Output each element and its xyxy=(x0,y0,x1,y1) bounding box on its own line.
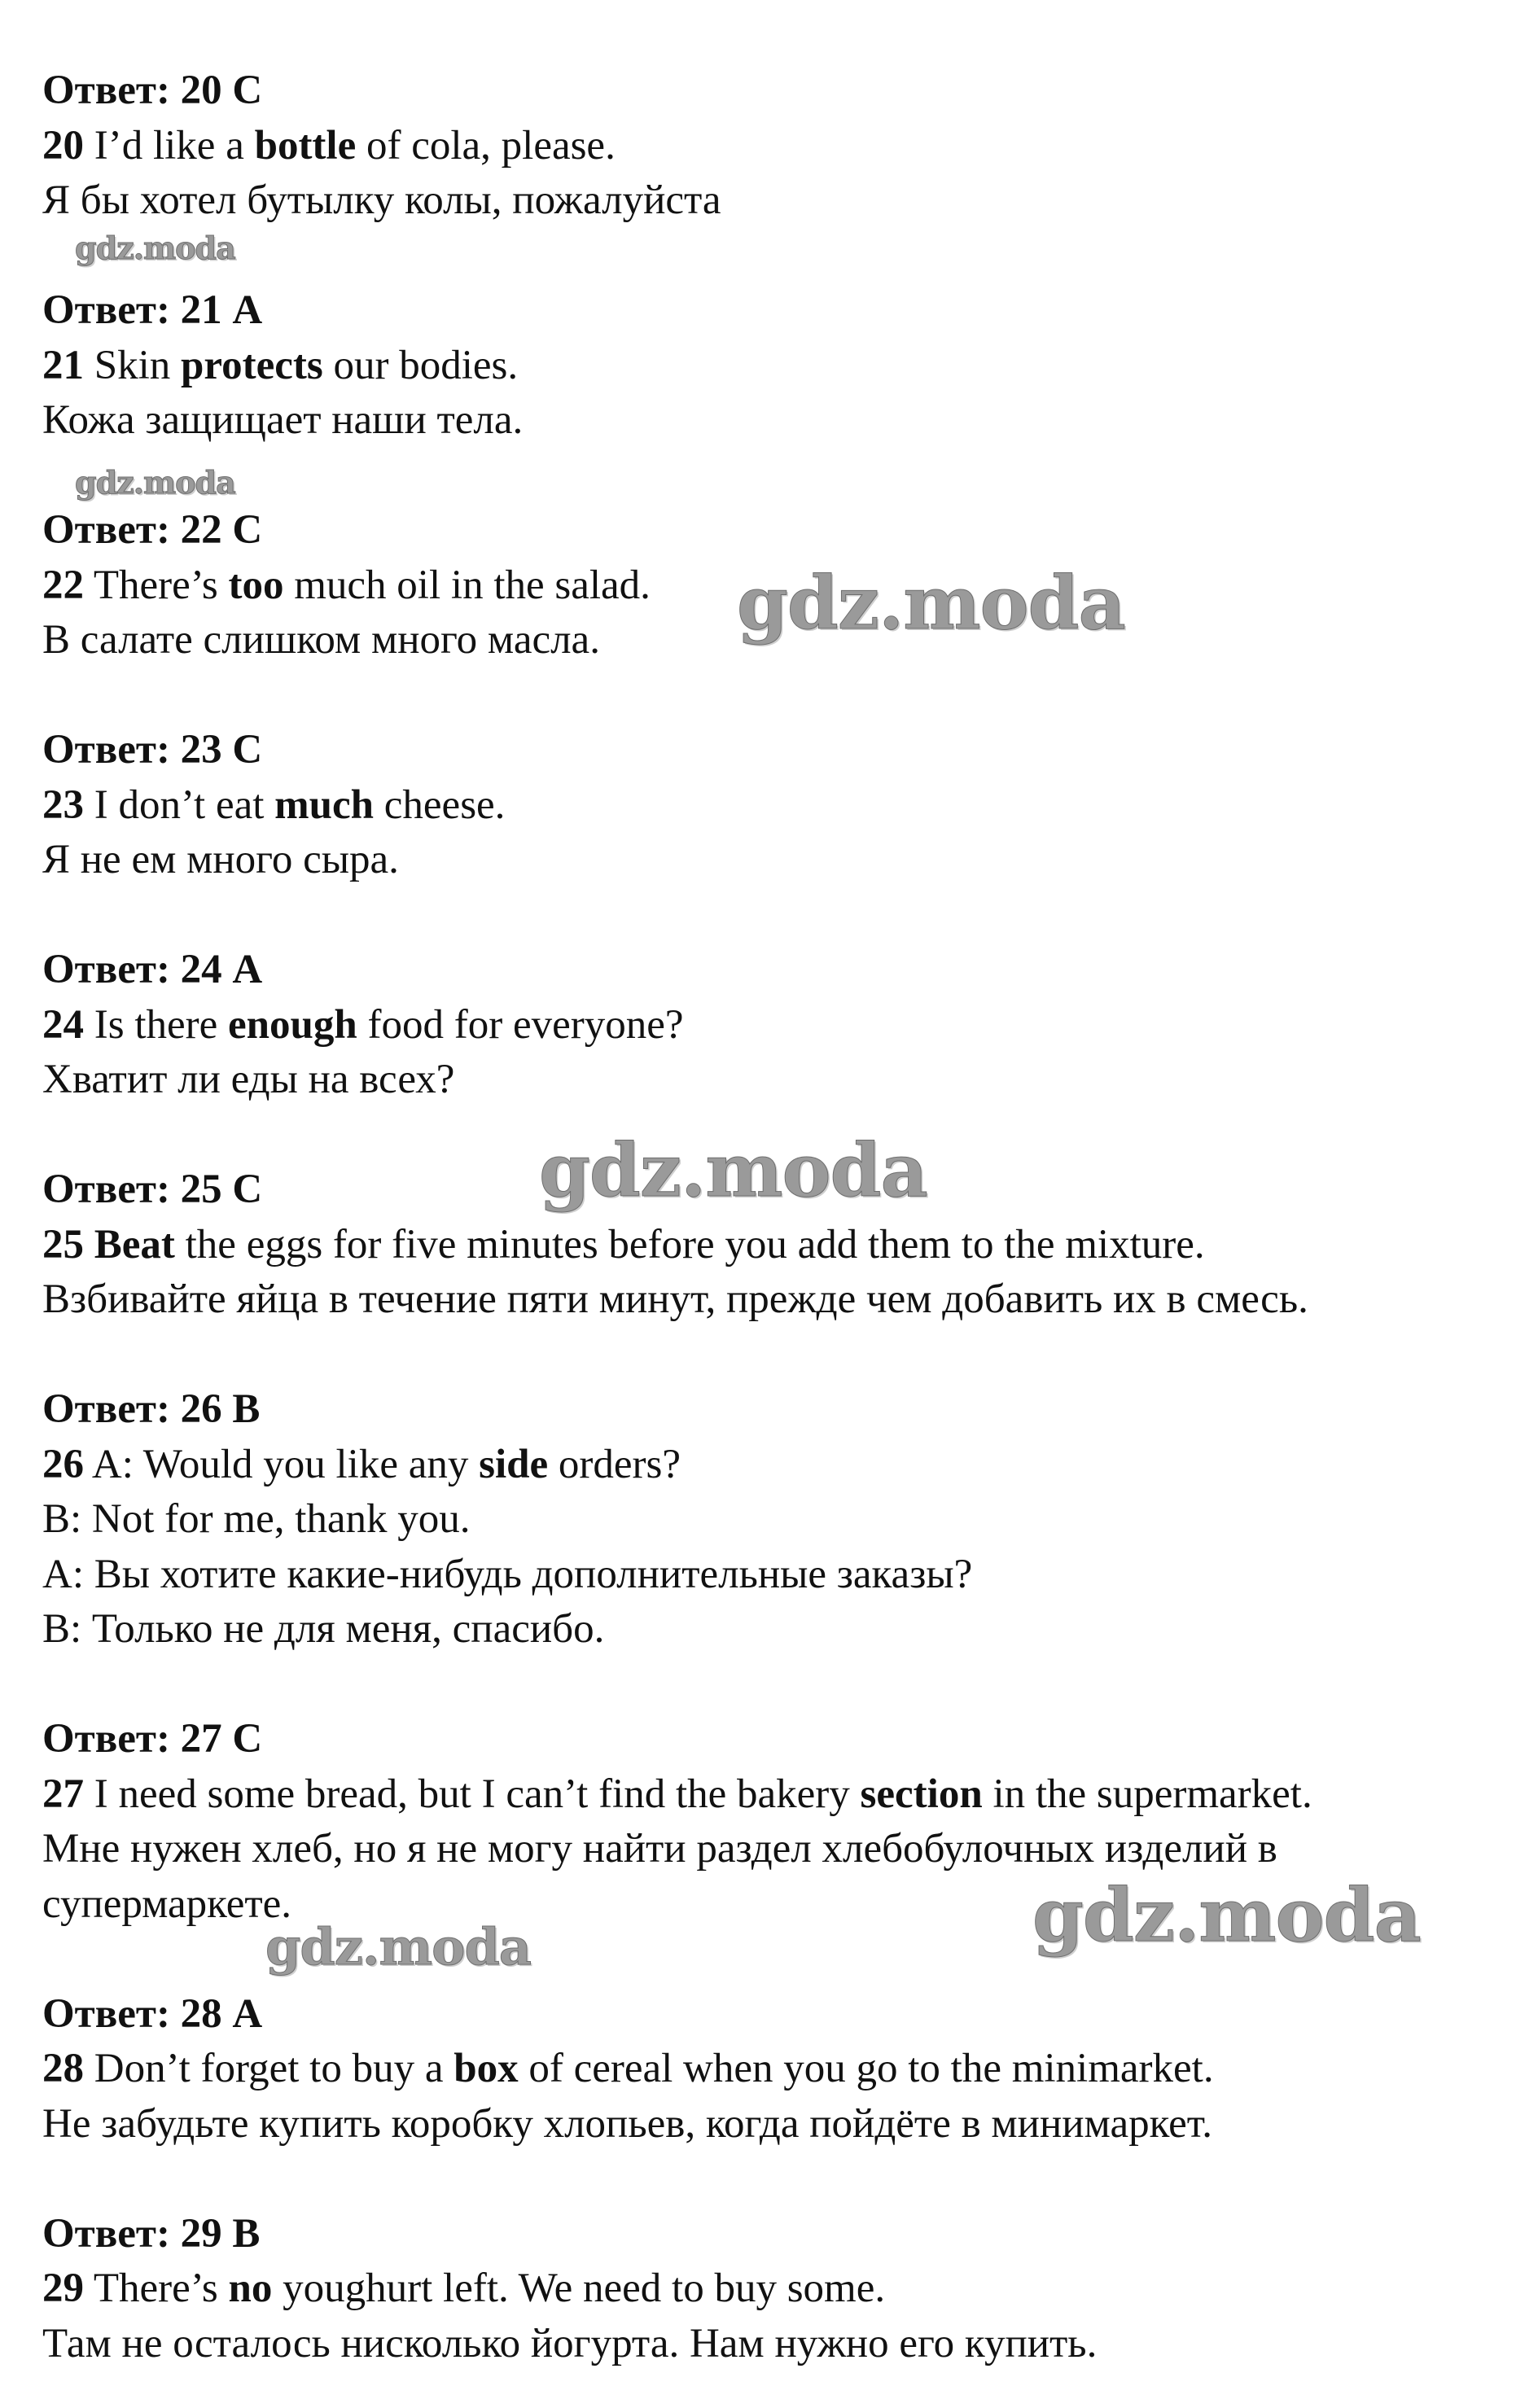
english-sentence xyxy=(42,998,1524,1053)
answer-heading: Ответ: 20 C xyxy=(42,68,263,113)
english-sentence xyxy=(42,2261,1524,2317)
sentence-text: Don’t forget to buy a xyxy=(84,2046,454,2091)
sentence-number: 26 xyxy=(42,1441,84,1487)
sentence-number: 20 xyxy=(42,122,84,169)
answer-heading: Ответ: 22 C xyxy=(42,507,263,553)
english-sentence xyxy=(42,1438,1524,1493)
answer-document xyxy=(42,63,1524,2371)
sentence-text: the eggs for five minutes before you add them to the mixture. xyxy=(174,1221,1205,1267)
keyword: box xyxy=(454,2046,519,2091)
sentence-text: of cola, please. xyxy=(356,122,616,169)
sentence-number: 28 xyxy=(42,2046,84,2091)
english-sentence xyxy=(42,1767,1524,1823)
russian-translation: А: Вы хотите какие-нибудь дополнительные заказы? xyxy=(42,1551,973,1597)
sentence-text: I don’t eat xyxy=(84,782,275,828)
keyword: Beat xyxy=(94,1221,175,1267)
sentence-number: 24 xyxy=(42,1001,84,1048)
russian-translation: Я не ем много сыра. xyxy=(42,837,399,882)
russian-translation: Там не осталось нисколько йогурта. Нам нужно его купить. xyxy=(42,2320,1098,2366)
answer-block-23 xyxy=(42,723,1524,888)
sentence-number: 22 xyxy=(42,562,84,608)
keyword: bottle xyxy=(254,122,357,169)
sentence-text: I’d like a xyxy=(84,122,255,169)
keyword: section xyxy=(860,1771,983,1817)
sentence-text xyxy=(84,1222,94,1267)
english-sentence xyxy=(42,778,1524,834)
watermark-logo: gdz.moda xyxy=(737,560,1125,646)
english-sentence xyxy=(42,119,1524,174)
keyword: enough xyxy=(228,1001,357,1048)
sentence-text: I need some bread, but I can’t find the bakery xyxy=(84,1771,861,1817)
sentence-text: There’s xyxy=(84,562,229,608)
sentence-number: 29 xyxy=(42,2266,84,2311)
answer-heading: Ответ: 29 B xyxy=(42,2210,261,2257)
sentence-number: 21 xyxy=(42,342,84,388)
sentence-number: 27 xyxy=(42,1771,84,1817)
watermark-logo: gdz.moda xyxy=(75,230,235,266)
sentence-text: Is there xyxy=(84,1001,229,1048)
russian-translation: Не забудьте купить коробку хлопьев, когда пойдёте в минимаркет. xyxy=(42,2100,1212,2147)
sentence-text: Skin xyxy=(84,342,182,388)
keyword: no xyxy=(228,2266,273,2311)
english-sentence-line-2: B: Not for me, thank you. xyxy=(42,1496,471,1542)
english-sentence xyxy=(42,2042,1524,2097)
russian-translation: Взбивайте яйца в течение пяти минут, прежде чем добавить их в смесь. xyxy=(42,1276,1308,1322)
russian-translation-line-2: В: Только не для меня, спасибо. xyxy=(42,1606,605,1652)
russian-translation: Хватит ли еды на всех? xyxy=(42,1057,455,1102)
answer-heading: Ответ: 23 C xyxy=(42,727,263,773)
answer-block-28 xyxy=(42,1987,1524,2152)
answer-heading: Ответ: 21 A xyxy=(42,287,263,333)
answer-block-21 xyxy=(42,283,1524,449)
watermark-logo: gdz.moda xyxy=(265,1917,531,1977)
sentence-text: youghurt left. We need to buy some. xyxy=(272,2266,886,2311)
watermark-logo: gdz.moda xyxy=(539,1127,927,1214)
keyword: protects xyxy=(181,342,323,388)
sentence-text: of cereal when you go to the minimarket. xyxy=(518,2046,1214,2091)
keyword: too xyxy=(228,562,284,608)
answer-block-26 xyxy=(42,1382,1524,1657)
answer-heading: Ответ: 27 C xyxy=(42,1716,263,1762)
sentence-number: 25 xyxy=(42,1221,84,1267)
sentence-text: much oil in the salad. xyxy=(283,562,651,608)
watermark-logo: gdz.moda xyxy=(75,464,235,501)
keyword: much xyxy=(274,782,375,828)
sentence-number: 23 xyxy=(42,782,84,828)
russian-translation: Мне нужен хлеб, но я не могу найти раздел хлебобулочных изделий в супермаркете. xyxy=(42,1826,1277,1927)
sentence-text: in the supermarket. xyxy=(982,1771,1312,1817)
sentence-text: orders? xyxy=(548,1441,681,1487)
answer-block-24 xyxy=(42,943,1524,1108)
answer-heading: Ответ: 24 A xyxy=(42,947,263,992)
russian-translation: В салате слишком много масла. xyxy=(42,617,600,663)
keyword: side xyxy=(479,1441,549,1487)
watermark-logo: gdz.moda xyxy=(1032,1872,1421,1959)
sentence-text: food for everyone? xyxy=(357,1001,684,1048)
sentence-text: There’s xyxy=(84,2266,229,2311)
answer-heading: Ответ: 25 C xyxy=(42,1167,263,1212)
answer-block-20 xyxy=(42,63,1524,229)
sentence-text: cheese. xyxy=(374,782,506,828)
sentence-text: our bodies. xyxy=(322,342,519,388)
english-sentence xyxy=(42,339,1524,394)
sentence-text: A: Would you like any xyxy=(84,1441,480,1487)
answer-block-29 xyxy=(42,2207,1524,2372)
russian-translation: Кожа защищает наши тела. xyxy=(42,397,524,443)
english-sentence xyxy=(42,1218,1524,1273)
answer-heading: Ответ: 26 B xyxy=(42,1386,261,1432)
russian-translation: Я бы хотел бутылку колы, пожалуйста xyxy=(42,177,721,223)
answer-heading: Ответ: 28 A xyxy=(42,1990,263,2037)
